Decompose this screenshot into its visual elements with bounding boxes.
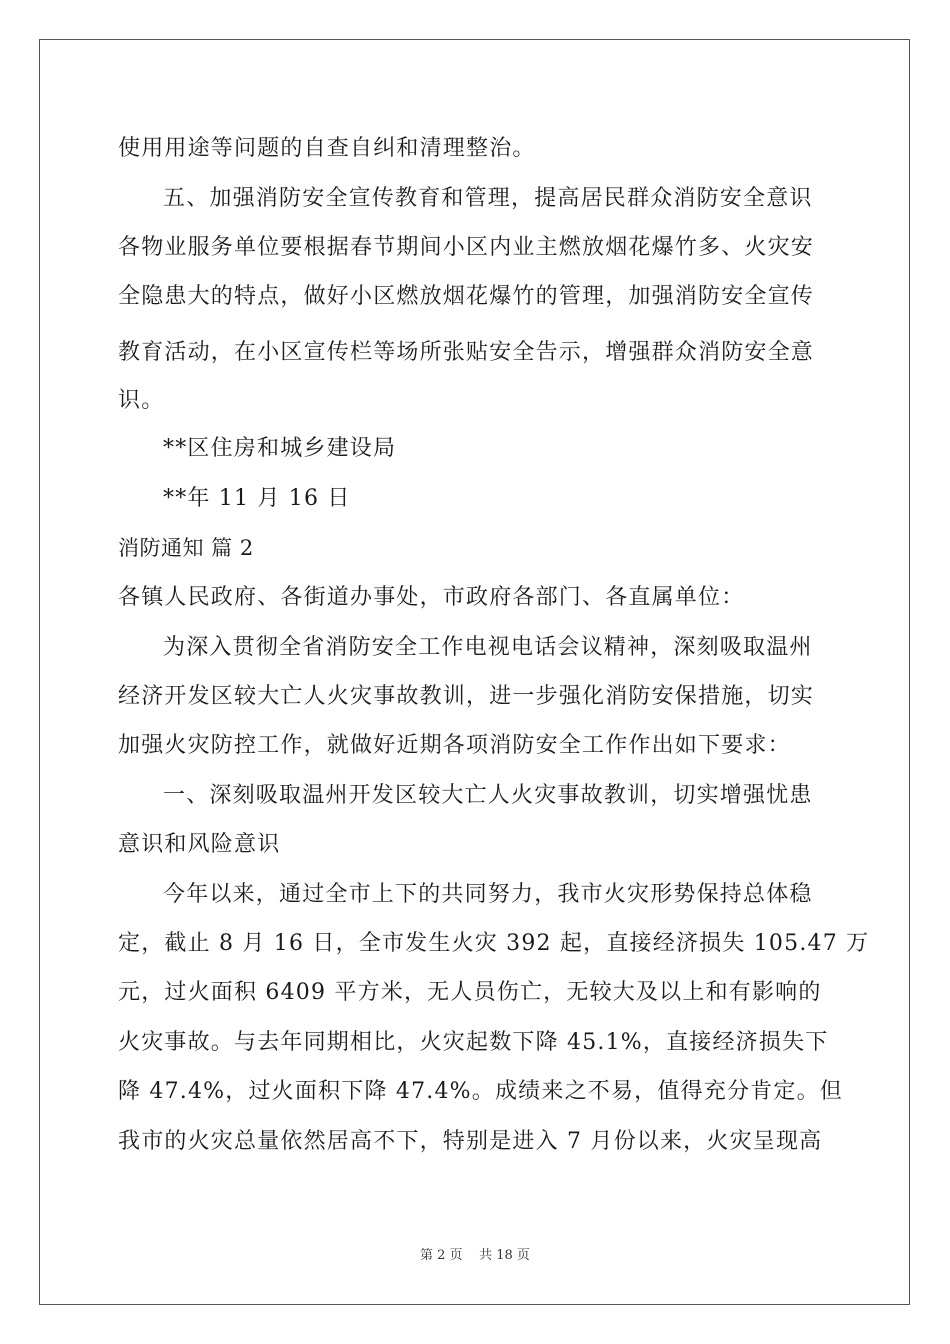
body-text-line: 全隐患大的特点，做好小区燃放烟花爆竹的管理，加强消防安全宣传 xyxy=(118,284,815,309)
section-heading-1: 一、深刻吸取温州开发区较大亡人火灾事故教训，切实增强忧患 xyxy=(163,783,813,808)
body-text-line: 意识和风险意识 xyxy=(118,832,281,857)
page-border xyxy=(39,39,910,1305)
body-text-line: 今年以来，通过全市上下的共同努力，我市火灾形势保持总体稳 xyxy=(163,882,813,907)
body-text-line: 识。 xyxy=(118,388,165,413)
section-heading-5: 五、加强消防安全宣传教育和管理，提高居民群众消防安全意识 xyxy=(163,186,813,211)
body-text-line: 教育活动，在小区宣传栏等场所张贴安全告示，增强群众消防安全意 xyxy=(118,340,815,365)
page-number: 第 2 页 xyxy=(420,1248,463,1263)
body-text-line: 火灾事故。与去年同期相比，火灾起数下降 45.1%，直接经济损失下 xyxy=(118,1030,829,1055)
body-text-line: 经济开发区较大亡人火灾事故教训，进一步强化消防安保措施，切实 xyxy=(118,684,815,709)
body-text-line: 为深入贯彻全省消防安全工作电视电话会议精神，深刻吸取温州 xyxy=(163,635,813,660)
body-text-line: 元，过火面积 6409 平方米，无人员伤亡，无较大及以上和有影响的 xyxy=(118,980,822,1005)
body-text-line: 加强火灾防控工作，就做好近期各项消防安全工作作出如下要求： xyxy=(118,733,791,758)
body-text-line: 各物业服务单位要根据春节期间小区内业主燃放烟花爆竹多、火灾安 xyxy=(118,235,815,260)
document-title: 消防通知 篇 2 xyxy=(118,536,254,560)
page-footer xyxy=(0,1248,950,1264)
body-text-line: 使用用途等问题的自查自纠和清理整治。 xyxy=(118,136,536,161)
body-text-line: 我市的火灾总量依然居高不下，特别是进入 7 月份以来，火灾呈现高 xyxy=(118,1129,823,1154)
issuer-signature: **区住房和城乡建设局 xyxy=(163,436,397,461)
issue-date: **年 11 月 16 日 xyxy=(163,486,351,511)
body-text-line: 降 47.4%，过火面积下降 47.4%。成绩来之不易，值得充分肯定。但 xyxy=(118,1079,843,1104)
body-text-line: 定，截止 8 月 16 日，全市发生火灾 392 起，直接经济损失 105.47 万 xyxy=(118,931,870,956)
addressee-line: 各镇人民政府、各街道办事处，市政府各部门、各直属单位： xyxy=(118,585,745,610)
page-total: 共 18 页 xyxy=(479,1248,530,1263)
